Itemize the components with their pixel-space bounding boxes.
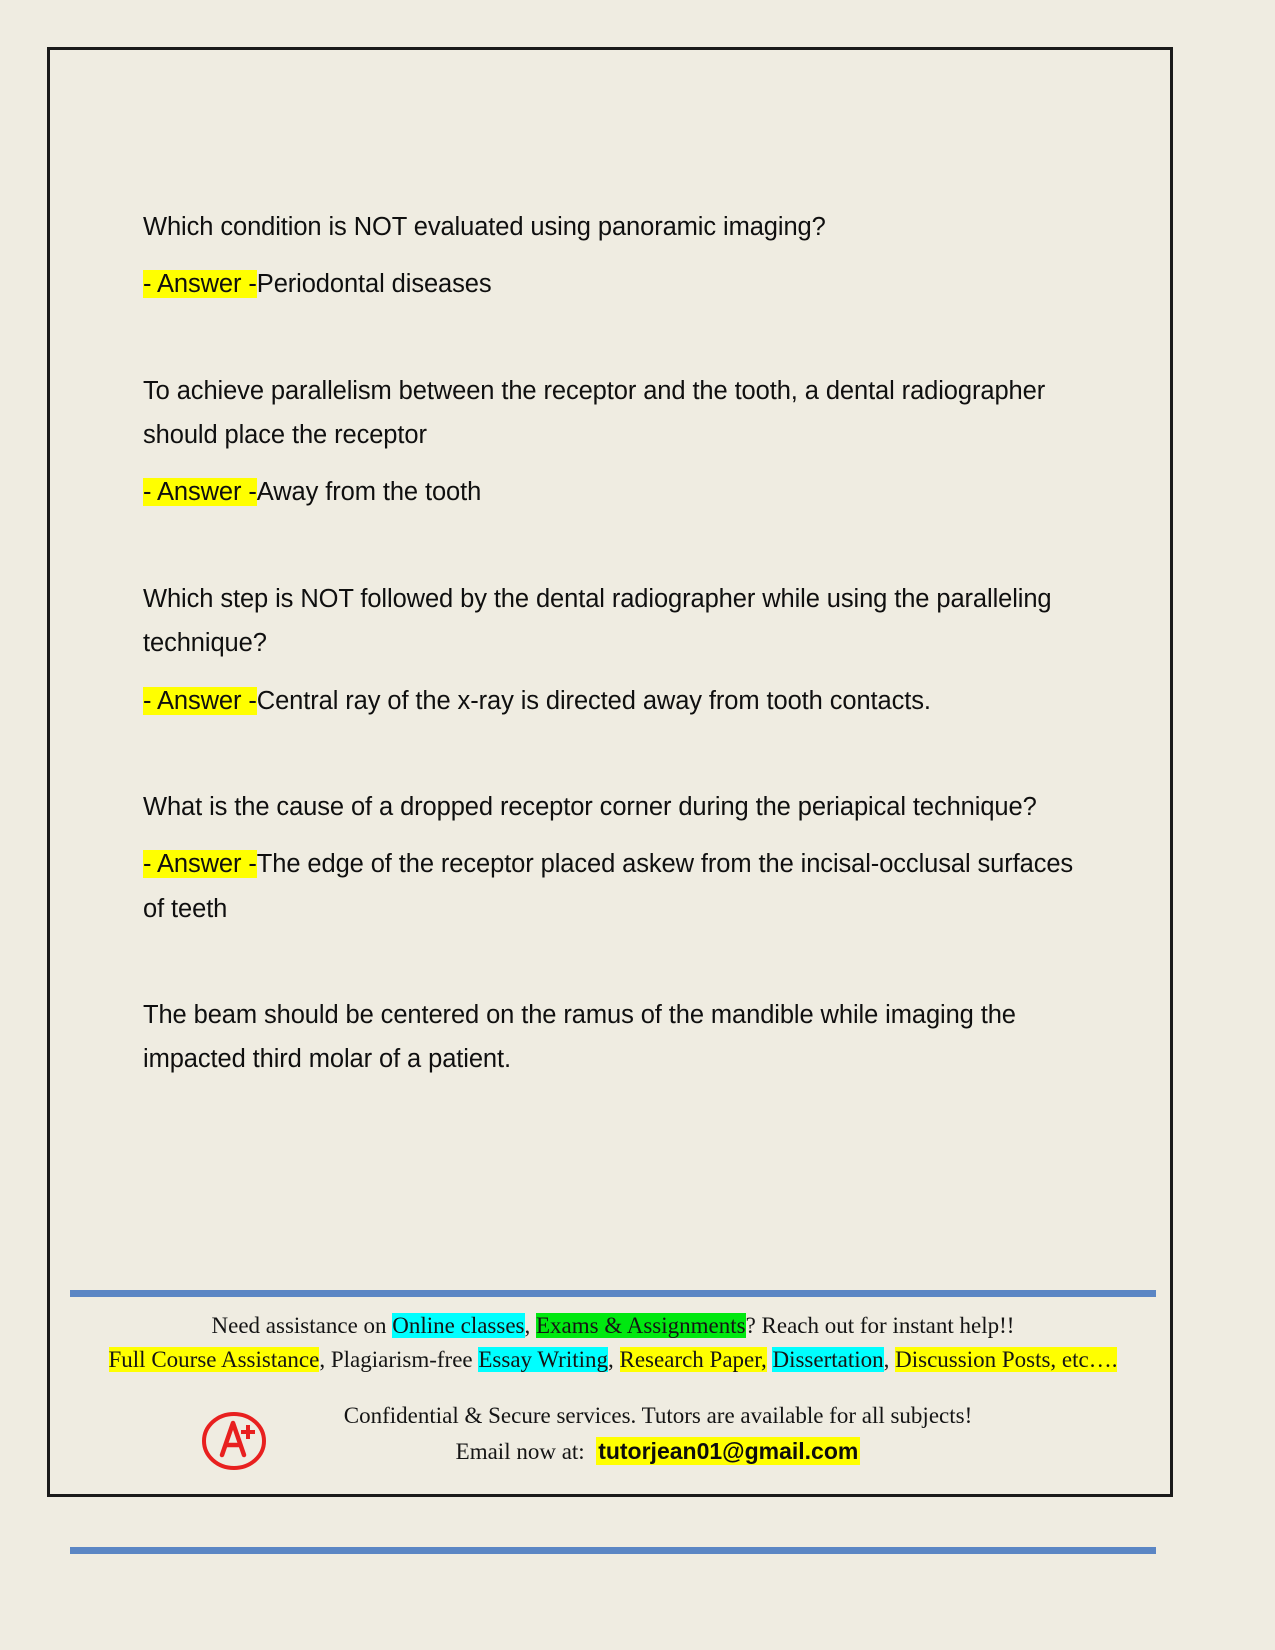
- question-text: What is the cause of a dropped receptor corner during the periapical technique?: [143, 792, 1037, 821]
- answer-text: Periodontal diseases: [256, 270, 492, 299]
- footer-divider-bottom: [70, 1547, 1156, 1554]
- promo-prefix: Need assistance on: [211, 1313, 393, 1338]
- promo-essay-writing: Essay Writing: [478, 1347, 608, 1373]
- statement-text: The beam should be centered on the ramus of the mandible while imaging the impacted third molar of a patient.: [143, 1000, 1016, 1074]
- a-plus-logo-icon: [198, 1403, 270, 1475]
- qa-block-3: [143, 577, 1088, 723]
- answer-tag: - Answer -: [143, 850, 257, 879]
- answer-tag: - Answer -: [143, 478, 257, 507]
- answer-line: [143, 842, 1088, 931]
- question-text: To achieve parallelism between the receptor and the tooth, a dental radiographer should place the receptor: [143, 376, 1046, 450]
- footer-divider-top: [70, 1290, 1156, 1297]
- answer-tag: - Answer -: [143, 686, 257, 715]
- promo-comma: ,: [524, 1313, 536, 1338]
- promo-research-paper: Research Paper,: [619, 1347, 767, 1373]
- promo-exams-assignments: Exams & Assignments: [536, 1313, 746, 1338]
- qa-block-1: [143, 205, 1088, 307]
- promo-sep-2: ,: [608, 1347, 620, 1373]
- promo-sep-1: , Plagiarism-free: [319, 1347, 479, 1373]
- email-address[interactable]: tutorjean01@gmail.com: [598, 1437, 859, 1464]
- promo-dissertation: Dissertation: [772, 1347, 884, 1373]
- answer-text: The edge of the receptor placed askew from the incisal-occlusal surfaces of teeth: [143, 850, 1074, 923]
- statement-block: [143, 993, 1088, 1082]
- promo-footer: [70, 1290, 1156, 1554]
- confidential-text: Confidential & Secure services. Tutors are available for all subjects!: [343, 1403, 973, 1429]
- promo-sep-4: ,: [883, 1347, 896, 1373]
- email-label: Email now at:: [455, 1438, 585, 1464]
- footer-lower: [70, 1377, 1156, 1511]
- answer-text: Central ray of the x-ray is directed away from tooth contacts.: [256, 686, 931, 715]
- answer-text: Away from the tooth: [256, 478, 482, 507]
- question-text: Which step is NOT followed by the dental radiographer while using the paralleling technique?: [143, 584, 1052, 658]
- promo-full-course: Full Course Assistance: [108, 1347, 320, 1373]
- answer-line: [143, 679, 1088, 723]
- question-text: Which condition is NOT evaluated using panoramic imaging?: [143, 213, 826, 241]
- answer-tag: - Answer -: [143, 270, 257, 299]
- footer-spacer: [70, 1511, 1156, 1547]
- qa-block-4: [143, 785, 1088, 931]
- qa-content: [143, 205, 1088, 1082]
- promo-online-classes: Online classes: [392, 1313, 525, 1338]
- qa-block-2: [143, 369, 1088, 515]
- promo-discussion-posts: Discussion Posts, etc….: [895, 1347, 1118, 1373]
- promo-line-1: [70, 1297, 1156, 1343]
- promo-suffix: ? Reach out for instant help!!: [745, 1313, 1015, 1338]
- promo-line-2: [70, 1343, 1156, 1377]
- answer-line: [143, 262, 1088, 306]
- answer-line: [143, 470, 1088, 514]
- document-page: [47, 47, 1173, 1497]
